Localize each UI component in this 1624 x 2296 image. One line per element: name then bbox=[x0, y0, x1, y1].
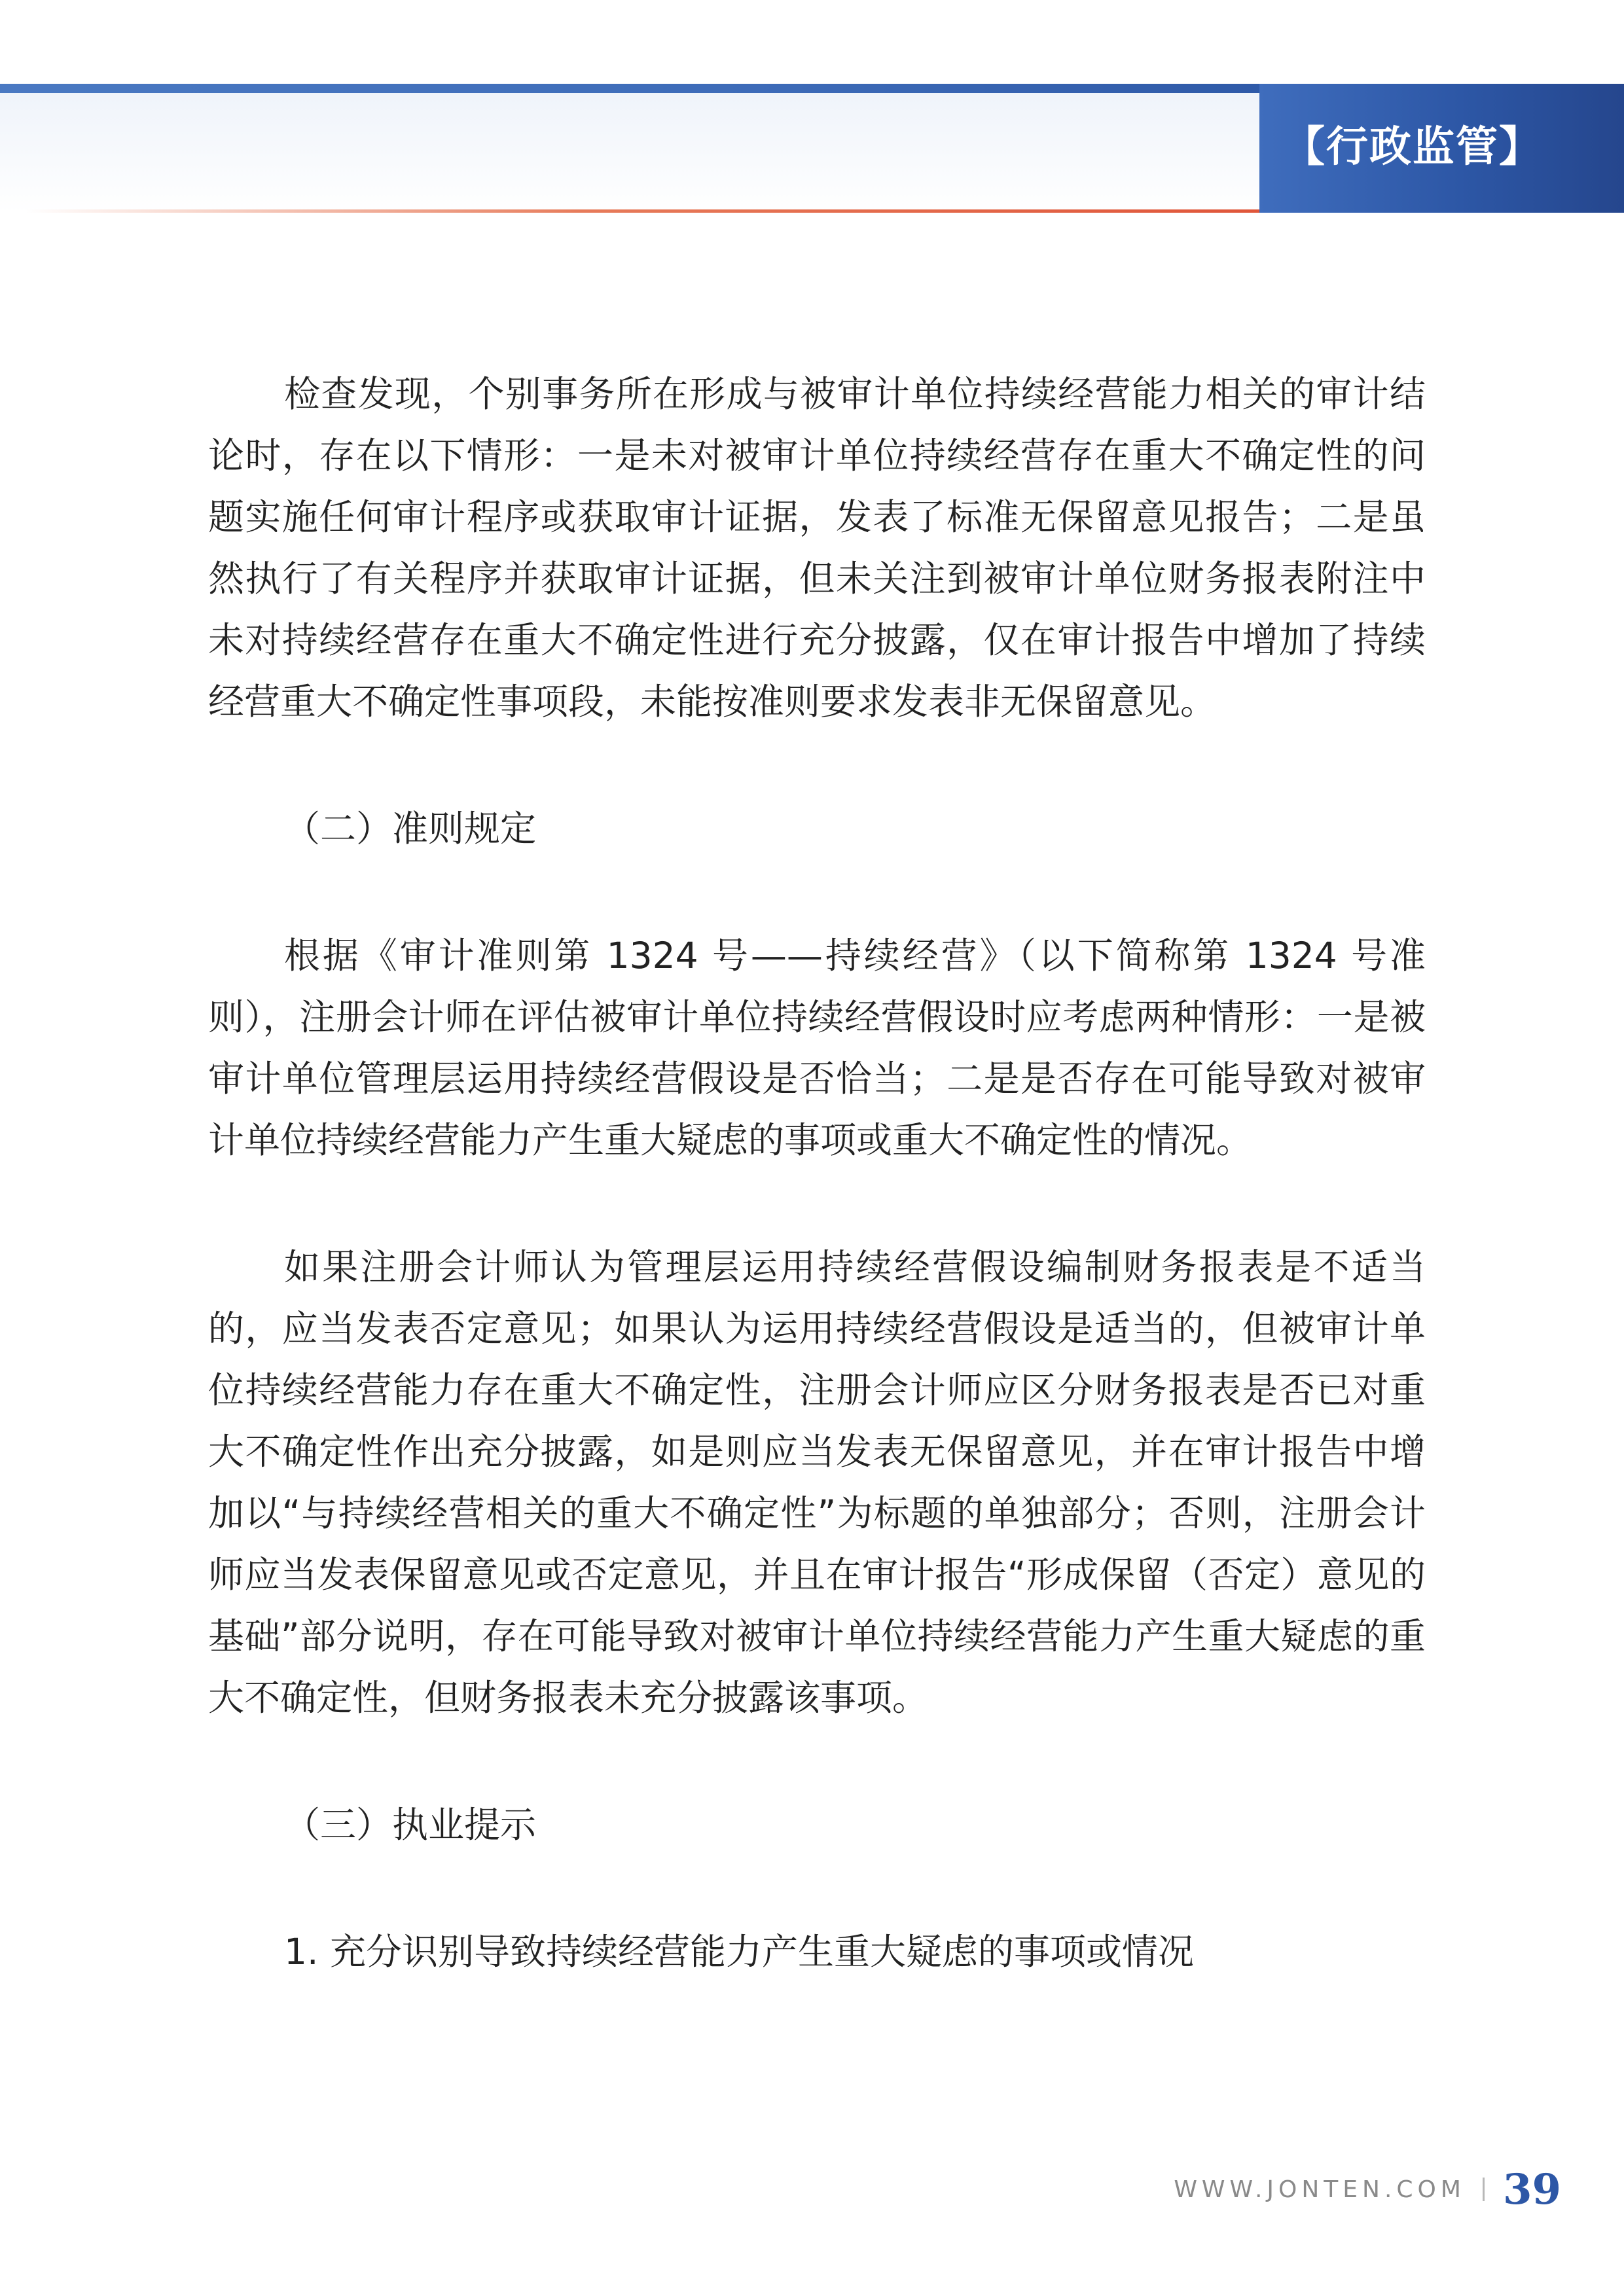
article-body bbox=[208, 363, 1426, 1982]
footer-divider bbox=[1483, 2178, 1485, 2201]
page-footer bbox=[1174, 2160, 1561, 2219]
header-band bbox=[0, 84, 1259, 213]
list-item-tip-1: 1. 充分识别导致持续经营能力产生重大疑虑的事项或情况 bbox=[284, 1931, 1194, 1973]
header-top-rule bbox=[0, 84, 1259, 93]
section-tab-label: 【行政监管】 bbox=[1283, 123, 1542, 171]
footer-website: WWW.JONTEN.COM bbox=[1174, 2176, 1466, 2203]
page-number: 39 bbox=[1502, 2164, 1561, 2214]
section-heading-standards: （二）准则规定 bbox=[284, 808, 537, 850]
section-heading-practice-tips: （三）执业提示 bbox=[284, 1804, 537, 1846]
paragraph-standard-basis: 根据《审计准则第 1324 号——持续经营》（以下简称第 1324 号准则），注册会计师在评估被审计单位持续经营假设时应考虑两种情形：一是被审计单位管理层运用持续经营假设是否恰当；二是是否存在可能导致对被审计单位持续经营能力产生重大疑虑的事项或重大不确定性的情况。 bbox=[208, 935, 1426, 1161]
paragraph-findings: 检查发现，个别事务所在形成与被审计单位持续经营能力相关的审计结论时，存在以下情形：一是未对被审计单位持续经营存在重大不确定性的问题实施任何审计程序或获取审计证据，发表了标准无保留意见报告；二是虽然执行了有关程序并获取审计证据，但未关注到被审计单位财务报表附注中未对持续经营存在重大不确定性进行充分披露，仅在审计报告中增加了持续经营重大不确定性事项段，未能按准则要求发表非无保留意见。 bbox=[208, 373, 1426, 723]
header-bottom-rule bbox=[26, 209, 1259, 213]
paragraph-opinion-rules: 如果注册会计师认为管理层运用持续经营假设编制财务报表是不适当的，应当发表否定意见；如果认为运用持续经营假设是适当的，但被审计单位持续经营能力存在重大不确定性，注册会计师应区分财务报表是否已对重大不确定性作出充分披露，如是则应当发表无保留意见，并在审计报告中增加以“与持续经营相关的重大不确定性”为标题的单独部分；否则，注册会计师应当发表保留意见或否定意见，并且在审计报告“形成保留（否定）意见的基础”部分说明，存在可能导致对被审计单位持续经营能力产生重大疑虑的重大不确定性，但财务报表未充分披露该事项。 bbox=[208, 1246, 1426, 1719]
